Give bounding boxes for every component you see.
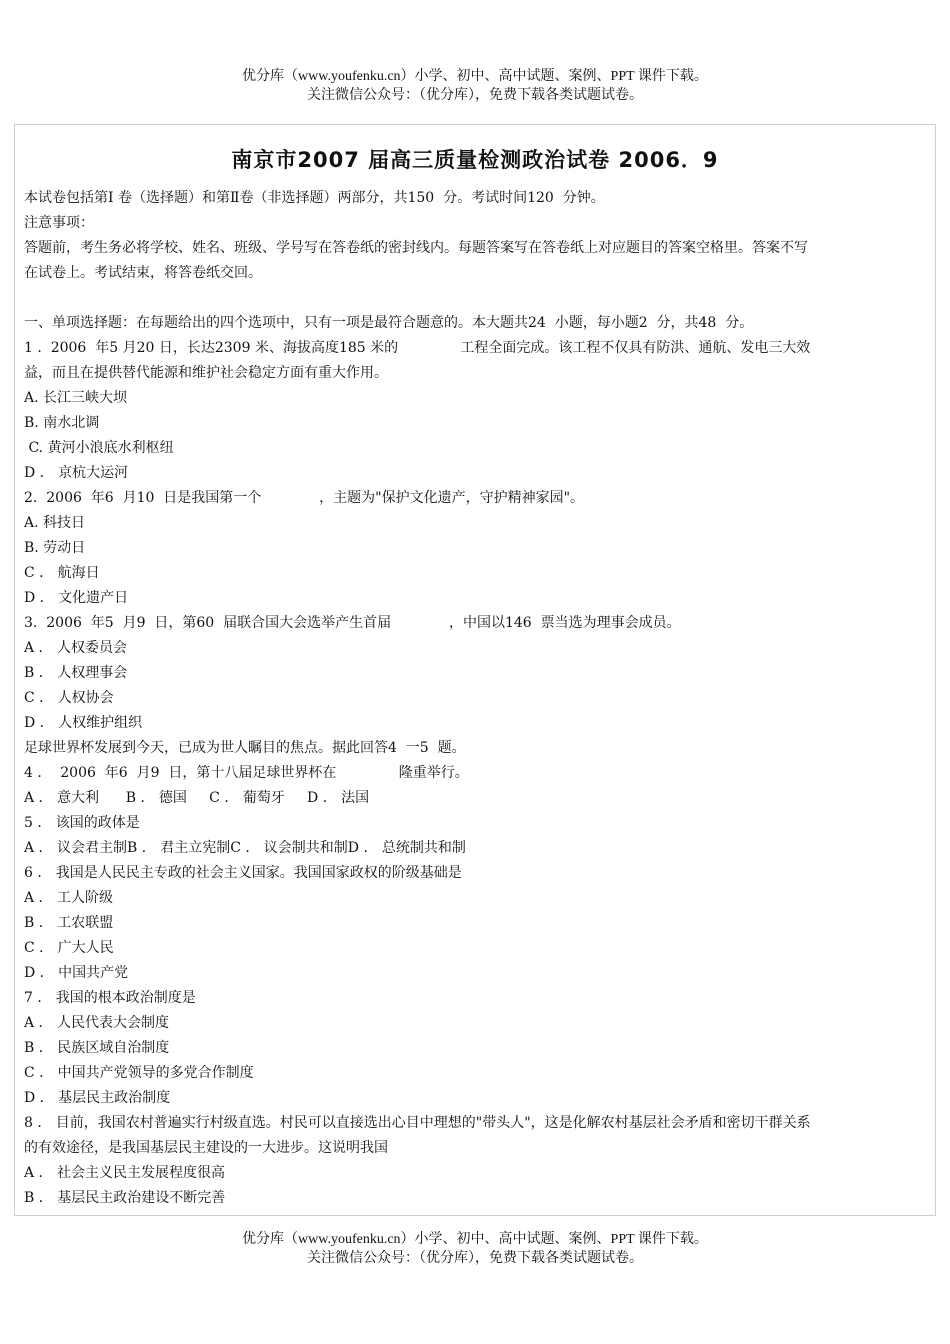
text-line: 答题前，考生务必将学校、姓名、班级、学号写在答卷纸的密封线内。每题答案写在答卷纸上对应题目的答案空格里。答案不写: [24, 240, 808, 256]
text-line: 足球世界杯发展到今天，已成为世人瞩目的焦点。据此回答4 一5 题。: [24, 740, 466, 756]
text-line: 的有效途径，是我国基层民主建设的一大进步。这说明我国: [24, 1140, 388, 1156]
text-line: A ． 议会君主制B ． 君主立宪制C ． 议会制共和制D ． 总统制共和制: [24, 840, 466, 856]
text-line: A. 长江三峡大坝: [24, 390, 128, 406]
footer-banner-line2: 关注微信公众号：（优分库），免费下载各类试题试卷。: [307, 1251, 643, 1266]
text-line: B ． 人权理事会: [24, 665, 128, 681]
text-line: B ． 民族区域自治制度: [24, 1040, 170, 1056]
text-line: 6 ． 我国是人民民主专政的社会主义国家。我国国家政权的阶级基础是: [24, 865, 462, 881]
exam-title: 南京市2007 届高三质量检测政治试卷 2006．9: [231, 148, 719, 172]
text-line: 1 . 2006 年5 月20 日，长达2309 米、海拔高度185 米的 工程全面完成。该工程不仅具有防洪、通航、发电三大效: [24, 340, 811, 356]
text-line: A ． 人民代表大会制度: [24, 1015, 170, 1031]
text-line: C ． 人权协会: [24, 690, 114, 706]
text-line: C ． 中国共产党领导的多党合作制度: [24, 1065, 254, 1081]
text-line: B. 劳动日: [24, 540, 86, 556]
text-line: D ． 基层民主政治制度: [24, 1090, 171, 1106]
header-banner-line2: 关注微信公众号：（优分库），免费下载各类试题试卷。: [307, 88, 643, 103]
text-line: D ． 中国共产党: [24, 965, 129, 981]
text-line: 5 ． 该国的政体是: [24, 815, 140, 831]
text-line: A ． 人权委员会: [24, 640, 128, 656]
text-line: 在试卷上。考试结束，将答卷纸交回。: [24, 265, 262, 281]
footer-banner: [0, 1230, 950, 1268]
text-line: 2. 2006 年6 月10 日是我国第一个 ，主题为"保护文化遗产，守护精神家园"。: [24, 490, 585, 506]
text-line: B ． 工农联盟: [24, 915, 114, 931]
text-line: B. 南水北调: [24, 415, 100, 431]
text-line: 3. 2006 年5 月9 日，第60 届联合国大会选举产生首届 ，中国以146 票当选为理事会成员。: [24, 615, 681, 631]
text-line: C ． 航海日: [24, 565, 100, 581]
text-line: D ． 文化遗产日: [24, 590, 129, 606]
text-line: 益，而且在提供替代能源和维护社会稳定方面有重大作用。: [24, 365, 388, 381]
text-line: C. 黄河小浪底水利枢纽: [24, 440, 174, 456]
header-banner-line1: 优分库（www.youfenku.cn）小学、初中、高中试题、案例、PPT 课件下载。: [242, 69, 708, 84]
text-line: D ． 京杭大运河: [24, 465, 129, 481]
text-line: D ． 人权维护组织: [24, 715, 143, 731]
text-line: 8 ． 目前，我国农村普遍实行村级直选。村民可以直接选出心目中理想的"带头人"，这是化解农村基层社会矛盾和密切干群关系: [24, 1115, 811, 1131]
text-line: B ． 基层民主政治建设不断完善: [24, 1190, 226, 1206]
text-line: 注意事项：: [24, 215, 94, 231]
text-line: C ． 广大人民: [24, 940, 114, 956]
text-line: 7 ． 我国的根本政治制度是: [24, 990, 196, 1006]
text-line: 4 ． 2006 年6 月9 日，第十八届足球世界杯在 隆重举行。: [24, 765, 469, 781]
text-line: A ． 工人阶级: [24, 890, 114, 906]
text-line: A. 科技日: [24, 515, 86, 531]
text-line: A ． 社会主义民主发展程度很高: [24, 1165, 226, 1181]
header-banner: [0, 67, 950, 105]
text-line: A ． 意大利 B ． 德国 C ． 葡萄牙 D ． 法国: [24, 790, 370, 806]
text-line: 一、单项选择题：在每题给出的四个选项中，只有一项是最符合题意的。本大题共24 小题，每小题2 分，共48 分。: [24, 315, 754, 331]
footer-banner-line1: 优分库（www.youfenku.cn）小学、初中、高中试题、案例、PPT 课件下载。: [242, 1232, 708, 1247]
text-line: 本试卷包括第Ⅰ 卷（选择题）和第Ⅱ卷（非选择题）两部分，共150 分。考试时间120 分钟。: [24, 190, 605, 206]
exam-content: [24, 186, 924, 1211]
text-line: [24, 286, 924, 311]
